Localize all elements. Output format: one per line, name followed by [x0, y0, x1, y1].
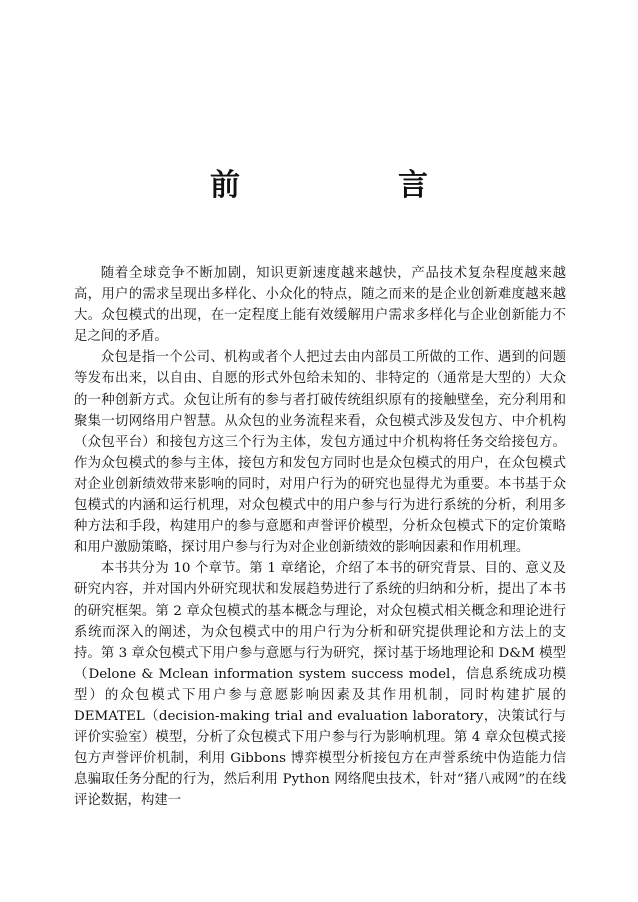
page-title: 前 言 — [210, 168, 492, 203]
paragraph-1: 随着全球竞争不断加剧，知识更新速度越来越快，产品技术复杂程度越来越高，用户的需求呈现出多样化、小众化的特点，随之而来的是企业创新难度越来越大。众包模式的出现，在一定程度上能有效缓解用户需求多样化与企业创新能力不足之间的矛盾。 — [74, 266, 566, 345]
body-text — [74, 263, 566, 811]
paragraph-3: 本书共分为 10 个章节。第 1 章绪论，介绍了本书的研究背景、目的、意义及研究内容，并对国内外研究现状和发展趋势进行了系统的归纳和分析，提出了本书的研究框架。第 2 章众包模式的基本概念与理论，对众包模式相关概念和理论进行系统而深入的阐述，为众包模式中的用户行为分析和研究提供理论和方法上的支持。第 3 章众包模式下用户参与意愿与行为研究，探讨基于场地理论和 D&M 模型（Delone & Mclean information system success model，信息系统成功模型）的众包模式下用户参与意愿影响因素及其作用机制，同时构建扩展的 DEMATEL（decision-making trial and evaluation laboratory，决策试行与评价实验室）模型，分析了众包模式下用户参与行为影响机理。第 4 章众包模式接包方声誉评价机制，利用 Gibbons 博弈模型分析接包方在声誉系统中伪造能力信息骗取任务分配的行为，然后利用 Python 网络爬虫技术，针对“猪八戒网”的在线评论数据，构建一 — [74, 561, 566, 809]
paragraph-2: 众包是指一个公司、机构或者个人把过去由内部员工所做的工作、遇到的问题等发布出来，以自由、自愿的形式外包给未知的、非特定的（通常是大型的）大众的一种创新方式。众包让所有的参与者打破传统组织原有的接触壁垒，充分利用和聚集一切网络用户智慧。从众包的业务流程来看，众包模式涉及发包方、中介机构（众包平台）和接包方这三个行为主体，发包方通过中介机构将任务交给接包方。作为众包模式的参与主体，接包方和发包方同时也是众包模式的用户，在众包模式对企业创新绩效带来影响的同时，对用户行为的研究也显得尤为重要。本书基于众包模式的内涵和运行机理，对众包模式中的用户参与行为进行系统的分析，利用多种方法和手段，构建用户的参与意愿和声誉评价模型，分析众包模式下的定价策略和用户激励策略，探讨用户参与行为对企业创新绩效的影响因素和作用机理。 — [74, 350, 566, 556]
